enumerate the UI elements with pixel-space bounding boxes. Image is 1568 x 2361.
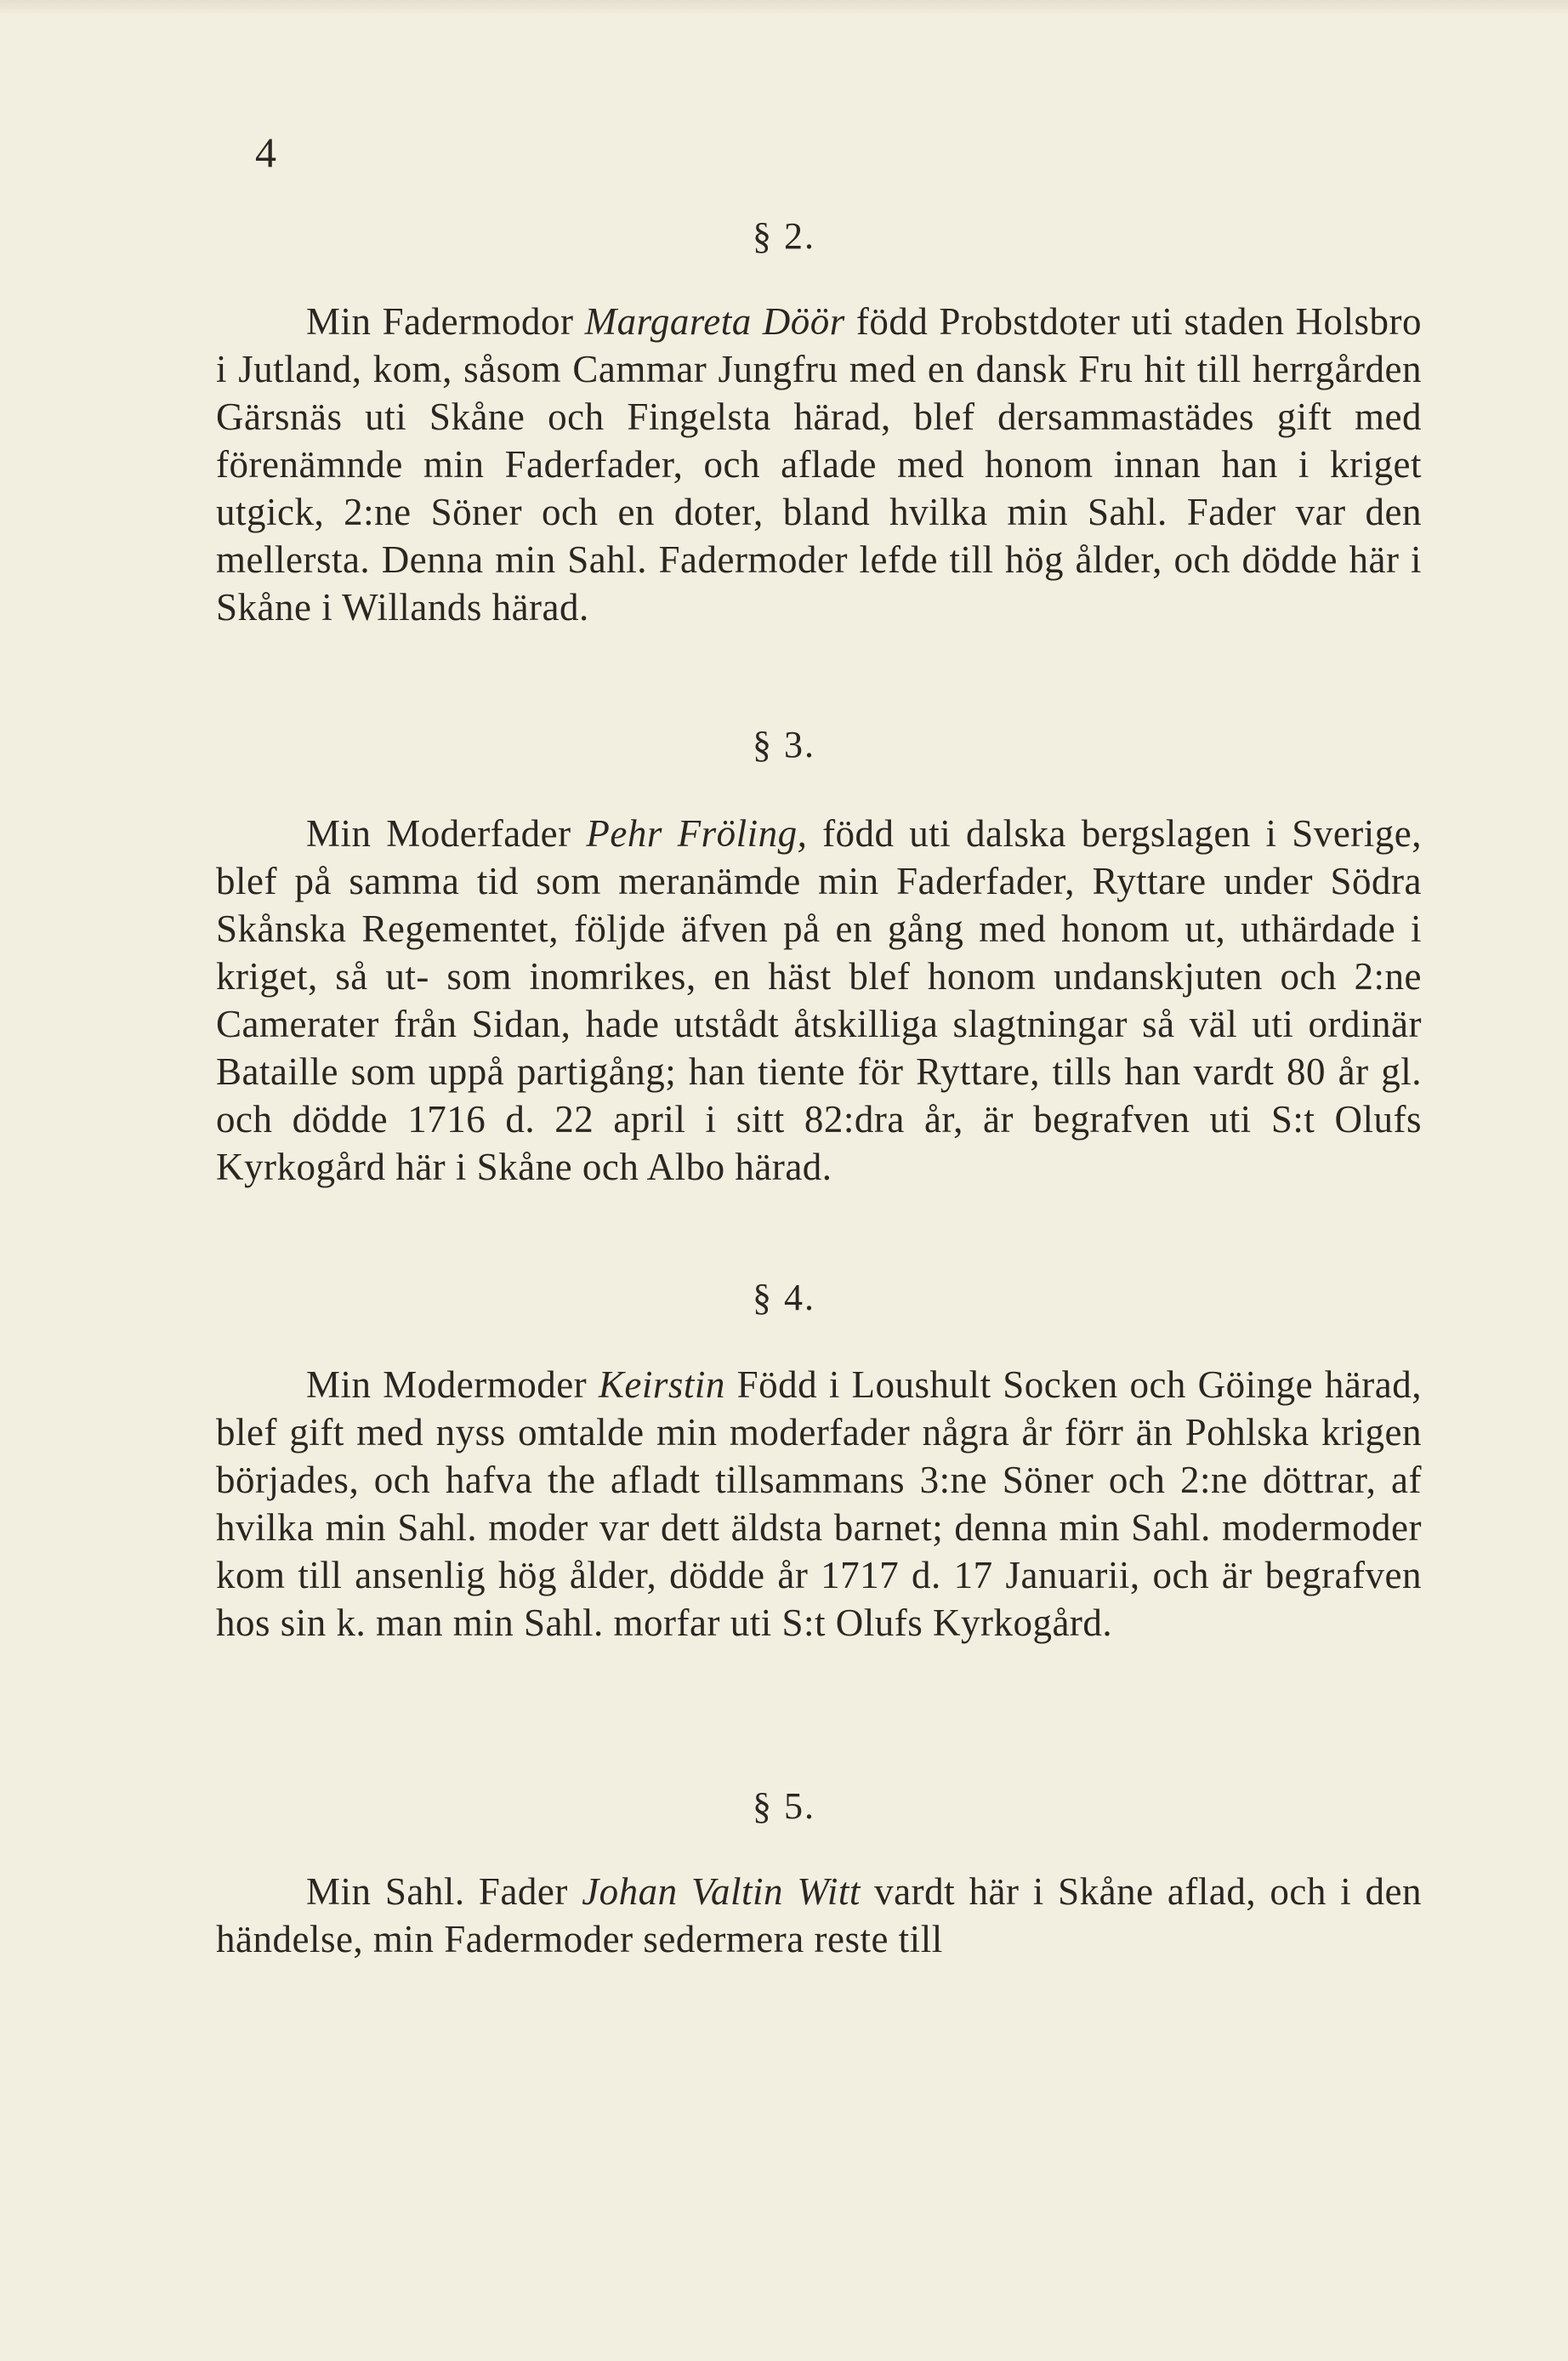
page-number: 4 — [255, 128, 276, 176]
paragraph-text: född Probstdoter uti staden Holsbro i Jutland, kom, såsom Cammar Jungfru med en dansk Fru hit till herrgården Gärsnäs uti Skåne och Fingelsta härad, blef dersammastädes gift med förenämnde min Faderfader, och aflade med honom innan han i kriget utgick, 2:ne Söner och en doter, bland hvilka min Sahl. Fader var den mellersta. Denna min Sahl. Fadermoder lefde till hög ålder, och dödde här i Skåne i Willands härad. — [216, 300, 1423, 629]
paragraph-text: Min Fadermodor — [306, 300, 585, 343]
section-heading-3: § 3. — [753, 724, 815, 765]
section-heading-5: § 5. — [753, 1785, 815, 1827]
person-name: Margareta Döör — [584, 300, 845, 343]
paragraph-text: Min Moderfader — [306, 812, 587, 855]
section-heading-2: § 2. — [753, 215, 815, 257]
paragraph-text: Född i Loushult Socken och Göinge härad, blef gift med nyss omtalde min moderfader några år förr än Pohlska krigen börjades, och hafva the afladt tillsammans 3:ne Söner och 2:ne döttrar, af hvilka min Sahl. moder var dett äldsta barnet; denna min Sahl. modermoder kom till ansenlig hög ålder, dödde år 1717 d. 17 Januarii, och är begrafven hos sin k. man min Sahl. morfar uti S:t Olufs Kyrkogård. — [216, 1363, 1422, 1644]
paragraph-text: Min Sahl. Fader — [306, 1870, 582, 1913]
person-name: Pehr Fröling, — [586, 812, 808, 855]
section-heading-4: § 4. — [753, 1277, 815, 1318]
paragraph-text: född uti dalska bergslagen i Sverige, blef på samma tid som meranämde min Faderfader, Ryttare under Södra Skånska Regementet, följde äfven på en gång med honom ut, uthärdade i kriget, så ut- som inomrikes, en häst blef honom undanskjuten och 2:ne Camerater från Sidan, hade utstådt åtskilliga slagtningar så väl uti ordinär Bataille som uppå partigång; han tiente för Ryttare, tills han vardt 80 år gl. och dödde 1716 d. 22 april i sitt 82:dra år, är begrafven uti S:t Olufs Kyrkogård här i Skåne och Albo härad. — [216, 812, 1423, 1188]
person-name: Keirstin — [598, 1363, 725, 1406]
person-name: Johan Valtin Witt — [582, 1870, 861, 1913]
section-4-paragraph — [216, 1361, 1422, 1742]
section-2-paragraph — [216, 298, 1422, 679]
section-3-paragraph — [216, 810, 1422, 1238]
section-5-paragraph — [216, 1868, 1422, 1963]
paragraph-text: Min Modermoder — [306, 1363, 599, 1406]
paragraph-text: vardt här i Skåne aflad, och i den händelse, min Fadermoder sedermera reste till — [216, 1870, 1422, 1960]
page-top-edge — [0, 0, 1568, 15]
